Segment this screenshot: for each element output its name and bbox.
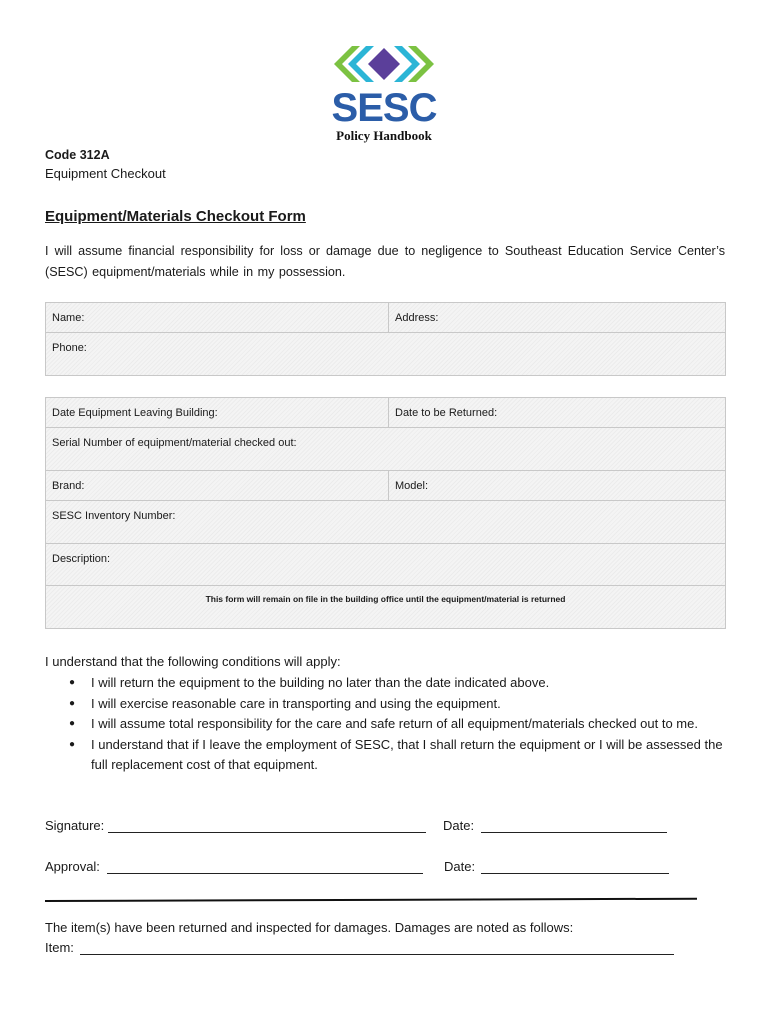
item-label: Item: xyxy=(45,940,74,955)
brand-model-row xyxy=(46,471,725,501)
date-returned-field[interactable] xyxy=(389,398,725,427)
approval-date-label: Date: xyxy=(444,859,476,874)
equipment-section xyxy=(45,397,726,629)
phone-row xyxy=(46,333,725,375)
brand-field[interactable] xyxy=(46,471,389,500)
bullet-icon: ● xyxy=(69,718,76,729)
phone-label: Phone: xyxy=(52,342,87,354)
date-leaving-field[interactable] xyxy=(46,398,389,427)
signature-date-label: Date: xyxy=(443,818,475,833)
condition-text: I will return the equipment to the building no later than the date indicated above. xyxy=(91,675,550,690)
name-field[interactable] xyxy=(46,303,389,332)
phone-field[interactable] xyxy=(46,333,725,375)
model-label: Model: xyxy=(395,480,429,492)
approval-date-line[interactable] xyxy=(481,873,669,874)
intro-paragraph: I will assume financial responsibility for loss or damage due to negligence to Southeast Education Service Center’s (SESC) equipment/materials while in my possession. xyxy=(45,244,725,279)
description-label: Description: xyxy=(52,553,111,565)
description-field[interactable] xyxy=(46,544,725,585)
brand-label: Brand: xyxy=(52,480,85,492)
condition-text: I will exercise reasonable care in transporting and using the equipment. xyxy=(91,695,501,711)
address-label: Address: xyxy=(395,312,439,324)
signature-date-row xyxy=(443,818,474,833)
condition-item xyxy=(45,735,725,776)
condition-item xyxy=(45,673,725,694)
signature-line[interactable] xyxy=(108,832,426,833)
serial-field[interactable] xyxy=(46,428,725,470)
name-label: Name: xyxy=(52,312,85,324)
inventory-row xyxy=(46,501,725,544)
condition-text: I understand that if I leave the employment of SESC, that I shall return the equipment or I will be assessed the full replacement cost of that equipment. xyxy=(91,736,723,772)
condition-item xyxy=(45,714,725,735)
signature-date-line[interactable] xyxy=(481,832,667,833)
dates-row xyxy=(46,398,725,428)
approval-line[interactable] xyxy=(107,873,423,874)
date-leaving-label: Date Equipment Leaving Building: xyxy=(52,407,218,419)
approval-date-row xyxy=(444,859,475,874)
condition-item xyxy=(45,694,725,715)
condition-text: I will assume total responsibility for the care and safe return of all equipment/materials checked out to me. xyxy=(91,716,698,731)
name-address-row xyxy=(46,303,725,333)
date-returned-label: Date to be Returned: xyxy=(395,407,498,419)
conditions-intro: I understand that the following conditions will apply: xyxy=(45,654,341,669)
signature-row xyxy=(45,818,104,833)
section-divider xyxy=(45,898,697,902)
inventory-label: SESC Inventory Number: xyxy=(52,510,176,522)
file-notice: This form will remain on file in the building office until the equipment/material is returned xyxy=(205,594,566,604)
bullet-icon: ● xyxy=(69,677,76,688)
form-title: Equipment/Materials Checkout Form xyxy=(45,208,306,225)
policy-title: Equipment Checkout xyxy=(45,166,166,181)
item-row xyxy=(45,940,74,955)
serial-label: Serial Number of equipment/material checked out: xyxy=(52,437,297,449)
logo-wordmark: SESC xyxy=(331,86,437,130)
approval-label: Approval: xyxy=(45,859,100,874)
logo-subtitle: Policy Handbook xyxy=(336,128,432,143)
serial-row xyxy=(46,428,725,471)
contact-section xyxy=(45,302,726,376)
sesc-chevron-icon xyxy=(330,44,438,88)
bullet-icon: ● xyxy=(69,697,76,709)
return-statement: The item(s) have been returned and inspected for damages. Damages are noted as follows: xyxy=(45,920,574,935)
model-field[interactable] xyxy=(389,471,725,500)
inventory-field[interactable] xyxy=(46,501,725,543)
approval-row xyxy=(45,859,100,874)
conditions-list xyxy=(45,673,725,776)
sesc-logo xyxy=(330,44,438,144)
address-field[interactable] xyxy=(389,303,725,332)
description-row xyxy=(46,544,725,586)
policy-code: Code 312A xyxy=(45,148,110,162)
item-line[interactable] xyxy=(80,954,674,955)
signature-label: Signature: xyxy=(45,818,105,833)
bullet-icon: ● xyxy=(69,738,76,750)
notice-row xyxy=(46,586,725,628)
